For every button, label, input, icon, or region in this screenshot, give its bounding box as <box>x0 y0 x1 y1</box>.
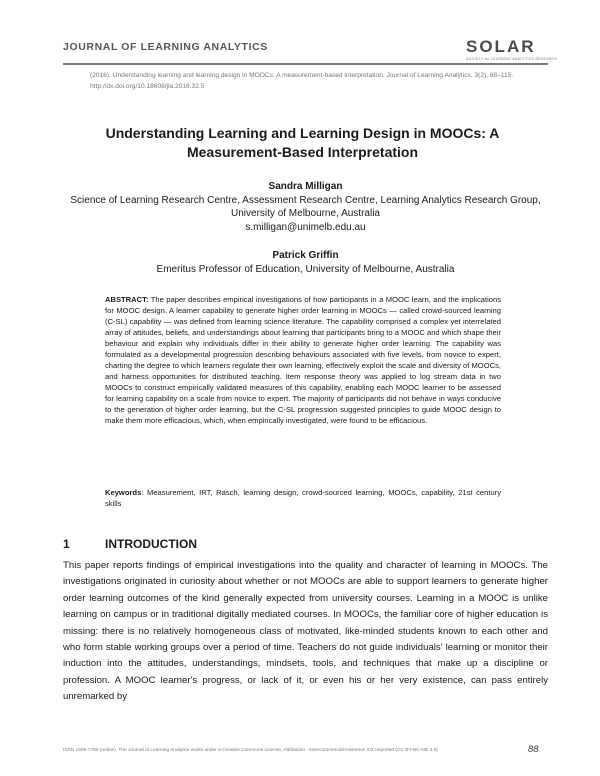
page-number: 88 <box>528 744 539 755</box>
section-number: 1 <box>63 537 70 551</box>
author-block <box>63 249 548 276</box>
keywords <box>105 487 501 509</box>
abstract-label: ABSTRACT: <box>105 295 149 304</box>
header-rule <box>63 63 548 65</box>
keywords-text: : Measurement, IRT, Rasch, learning design, crowd-sourced learning, MOOCs, capability, 21st century skills <box>105 488 501 508</box>
logo-name: SOLAR <box>466 37 536 56</box>
footer-license: ISSN 1929-7750 (online). The Journal of Learning Analytics works under a Creative Commons License, Attribution - NonCommercial-NoDerivs 3.0 Unported (CC BY-NC-ND 3.0) <box>63 748 438 753</box>
logo-subtitle: SOCIETY for LEARNING ANALYTICS RESEARCH <box>466 57 558 61</box>
keywords-label: Keywords <box>105 488 142 497</box>
section-title: INTRODUCTION <box>105 537 197 551</box>
solar-logo <box>466 37 558 61</box>
author-email: s.milligan@unimelb.edu.au <box>245 221 366 233</box>
paper-title: Understanding Learning and Learning Design in MOOCs: A Measurement-Based Interpretation <box>105 125 500 160</box>
author-name: Patrick Griffin <box>272 250 339 261</box>
author-affiliation: Emeritus Professor of Education, University of Melbourne, Australia <box>156 263 455 275</box>
abstract <box>105 294 501 426</box>
citation: (2016). Understanding learning and learning design in MOOCs: A measurement-based interpretation. Journal of Learning Analytics, 3(2), 88–115. http://dx.doi.org/10.18608/jla.2016.32.5 <box>90 72 514 90</box>
body-paragraph: This paper reports findings of empirical investigations into the quality and character of learning in MOOCs. The investigations originated in curiosity about whether or not MOOCs are able to support learners to generate higher order learning outcomes of the kind generally expected from university courses. Learning in a MOOC is unlike learning on campus or in traditional digitally mediated courses. In MOOCs, the familiar core of higher education is missing: there is no relatively homogeneous class of motivated, like-minded students known to each other and who form stable working groups over a period of time. Teachers do not guide individuals' learning or monitor their induction into the attitudes, understandings, mindsets, tools, and techniques that make up a discipline or profession. A MOOC learner's progress, or lack of it, or even his or her very existence, can pass entirely unremarked by <box>63 560 548 703</box>
author-block <box>63 180 548 234</box>
author-affiliation: Science of Learning Research Centre, Assessment Research Centre, Learning Analytics Research Group, University of Melbourne, Australia <box>70 194 541 220</box>
author-name: Sandra Milligan <box>268 181 343 192</box>
abstract-text: The paper describes empirical investigations of how participants in a MOOC learn, and the implications for MOOC design. A learner capability to generate higher order learning in MOOCs — called crowd-sourced learning (C-SL) capability — was defined from learning science literature. The capability comprised a complex yet interrelated array of attitudes, beliefs, and understandings about learning that participants bring to a MOOC and which shape their behaviour and explain why individuals differ in their ability to generate higher order learning. The capability was formulated as a developmental progression describing behaviours associated with five levels, from novice to expert, charting the degree to which learners regulate their own learning, effectively exploit the scale and diversity of MOOCs, and harness opportunities for distributed teaching. Item response theory was applied to log stream data in two MOOCs to construct empirically validated measures of this capability, enabling each MOOC learner to be assessed for learning capability on a scale from novice to expert. The majority of participants did not behave in ways conducive to the generation of higher order learning, but the C-SL progression suggested principles to guide MOOC design to make them more efficacious, which, when empirically investigated, were found to be efficacious. <box>105 295 501 425</box>
journal-name: JOURNAL OF LEARNING ANALYTICS <box>63 41 268 53</box>
